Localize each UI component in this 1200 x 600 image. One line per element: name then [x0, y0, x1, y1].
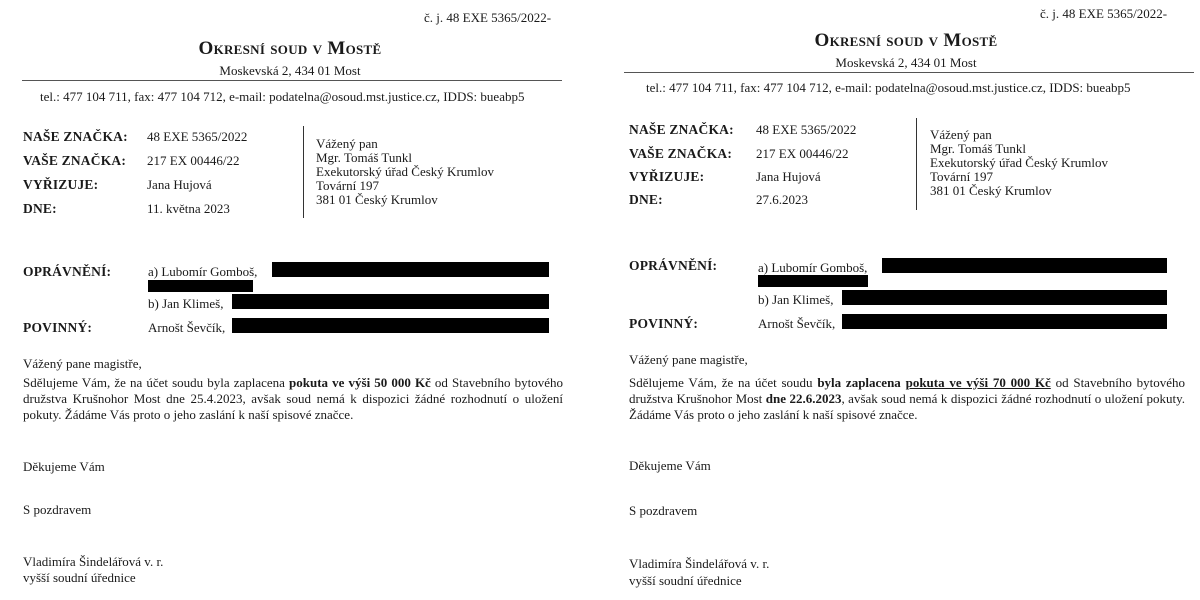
opravneni-label: OPRÁVNĚNÍ: — [629, 258, 718, 273]
recipient-line-2: Mgr. Tomáš Tunkl — [316, 150, 413, 165]
thanks-line: Děkujeme Vám — [629, 458, 711, 473]
letter-body — [629, 375, 1185, 423]
body-text: od Stavebního bytového družstva Krušnohor Most dne 25.4.2023, avšak soud nemá k dispozici žádné rozhodnutí o uložení pokuty. Žádáme Vás proto o jeho zaslání k naší spisové značce. — [23, 375, 563, 422]
party-a-name: a) Lubomír Gomboš, — [148, 264, 258, 279]
redaction-bar — [842, 314, 1167, 329]
field-value-vyrizuje: Jana Hujová — [756, 169, 821, 184]
redaction-bar — [232, 318, 549, 333]
recipient-line-5: 381 01 Český Krumlov — [316, 192, 438, 207]
letter-left — [0, 0, 590, 600]
povinny-label: POVINNÝ: — [23, 320, 93, 335]
povinny-name: Arnošt Ševčík, — [758, 316, 836, 331]
field-label-nase-znacka: NAŠE ZNAČKA: — [23, 129, 128, 144]
letter-body — [23, 375, 563, 423]
recipient-line-3: Exekutorský úřad Český Krumlov — [316, 164, 495, 179]
redaction-bar — [148, 280, 253, 292]
redaction-bar — [272, 262, 549, 277]
field-label-vase-znacka: VAŠE ZNAČKA: — [23, 153, 127, 168]
field-value-dne: 11. května 2023 — [147, 201, 230, 216]
field-label-vyrizuje: VYŘIZUJE: — [629, 169, 705, 184]
field-label-nase-znacka: NAŠE ZNAČKA: — [629, 122, 734, 137]
recipient-line-2: Mgr. Tomáš Tunkl — [930, 141, 1027, 156]
letter-right — [606, 0, 1196, 600]
thanks-line: Děkujeme Vám — [23, 459, 105, 474]
field-label-dne: DNE: — [23, 201, 57, 216]
case-reference: č. j. 48 EXE 5365/2022- — [1040, 6, 1168, 21]
payment-date: dne 22.6.2023 — [765, 391, 842, 406]
field-value-vase-znacka: 217 EX 00446/22 — [756, 146, 849, 161]
field-label-dne: DNE: — [629, 192, 663, 207]
signature-name: Vladimíra Šindelářová v. r. — [23, 554, 164, 569]
field-value-nase-znacka: 48 EXE 5365/2022 — [147, 129, 248, 144]
party-b-name: b) Jan Klimeš, — [758, 292, 834, 307]
povinny-label: POVINNÝ: — [629, 316, 699, 331]
redaction-bar — [758, 275, 868, 287]
field-value-nase-znacka: 48 EXE 5365/2022 — [756, 122, 857, 137]
recipient-line-3: Exekutorský úřad Český Krumlov — [930, 155, 1109, 170]
recipient-line-4: Tovární 197 — [930, 169, 993, 184]
court-contact: tel.: 477 104 711, fax: 477 104 712, e-mail: podatelna@osoud.mst.justice.cz, IDDS: bueabp5 — [40, 89, 525, 104]
party-a-name: a) Lubomír Gomboš, — [758, 260, 868, 275]
court-address: Moskevská 2, 434 01 Most — [835, 55, 977, 70]
regards-line: S pozdravem — [629, 503, 698, 518]
recipient-line-5: 381 01 Český Krumlov — [930, 183, 1052, 198]
case-reference: č. j. 48 EXE 5365/2022- — [424, 10, 552, 25]
redaction-bar — [232, 294, 549, 309]
body-text: od Stavebního bytového družstva Krušnohor Most — [629, 375, 1185, 406]
payment-phrase: byla zaplacena — [817, 375, 906, 390]
field-value-vyrizuje: Jana Hujová — [147, 177, 212, 192]
body-text: , avšak soud nemá k dispozici žádné rozhodnutí o uložení pokuty. Žádáme Vás proto o jeho zaslání k naší spisové značce. — [629, 391, 1185, 422]
signature-title: vyšší soudní úřednice — [629, 573, 742, 588]
field-label-vyrizuje: VYŘIZUJE: — [23, 177, 99, 192]
recipient-line-4: Tovární 197 — [316, 178, 379, 193]
povinny-name: Arnošt Ševčík, — [148, 320, 226, 335]
court-contact: tel.: 477 104 711, fax: 477 104 712, e-mail: podatelna@osoud.mst.justice.cz, IDDS: bueabp5 — [646, 80, 1131, 95]
header-divider — [22, 80, 562, 81]
fine-amount: pokuta ve výši 50 000 Kč — [289, 375, 431, 390]
body-text: Sdělujeme Vám, že na účet soudu byla zaplacena — [23, 375, 290, 390]
court-name: Okresní soud v Mostě — [198, 38, 382, 59]
recipient-line-1: Vážený pan — [930, 127, 992, 142]
signature-title: vyšší soudní úřednice — [23, 570, 136, 585]
field-value-dne: 27.6.2023 — [756, 192, 808, 207]
field-value-vase-znacka: 217 EX 00446/22 — [147, 153, 240, 168]
recipient-divider — [916, 118, 917, 210]
salutation: Vážený pane magistře, — [629, 352, 748, 367]
field-label-vase-znacka: VAŠE ZNAČKA: — [629, 146, 733, 161]
regards-line: S pozdravem — [23, 502, 92, 517]
body-text: Sdělujeme Vám, že na účet soudu — [629, 375, 818, 390]
recipient-line-1: Vážený pan — [316, 136, 378, 151]
recipient-divider — [303, 126, 304, 218]
redaction-bar — [842, 290, 1167, 305]
header-divider — [624, 72, 1194, 73]
redaction-bar — [882, 258, 1167, 273]
signature-name: Vladimíra Šindelářová v. r. — [629, 556, 770, 571]
party-b-name: b) Jan Klimeš, — [148, 296, 224, 311]
opravneni-label: OPRÁVNĚNÍ: — [23, 264, 112, 279]
fine-amount: pokuta ve výši 70 000 Kč — [905, 375, 1051, 390]
court-name: Okresní soud v Mostě — [814, 30, 998, 51]
salutation: Vážený pane magistře, — [23, 356, 142, 371]
court-address: Moskevská 2, 434 01 Most — [219, 63, 361, 78]
